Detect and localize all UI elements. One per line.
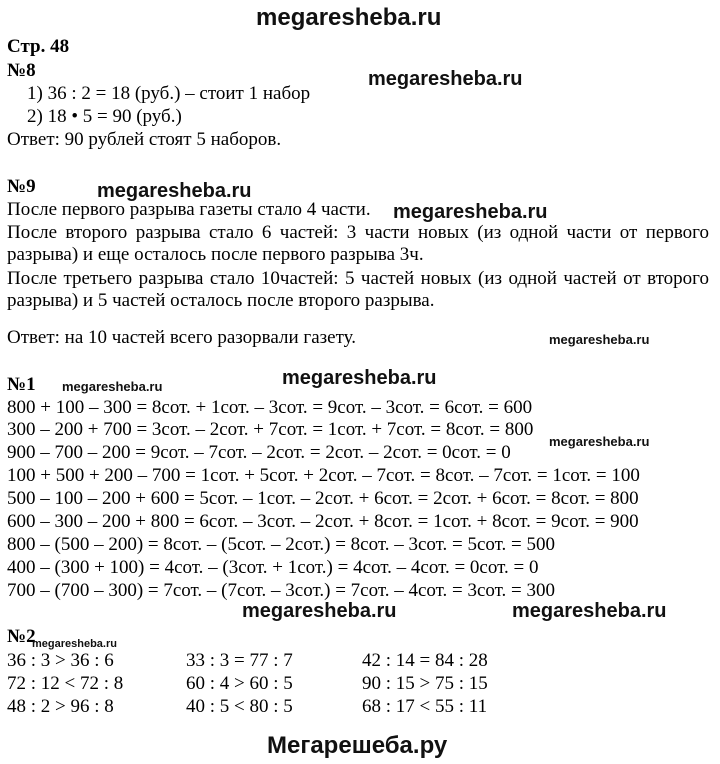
task9-paragraph-1: После первого разрыва газеты стало 4 части. — [7, 199, 371, 220]
watermark: megaresheba.ru — [512, 600, 667, 622]
page-number: Стр. 48 — [7, 36, 70, 57]
task2-col3-row2: 90 : 15 > 75 : 15 — [362, 673, 488, 694]
header-site-title: megaresheba.ru — [256, 4, 442, 31]
task2-col3-row1: 42 : 14 = 84 : 28 — [362, 650, 488, 671]
task2-col2-row2: 60 : 4 > 60 : 5 — [186, 673, 293, 694]
footer-site-title: Мегарешеба.ру — [267, 732, 448, 759]
task2-title: №2 — [7, 626, 36, 647]
task1-line-2: 300 – 200 + 700 = 3сот. – 2сот. + 7сот. = 1сот. + 7сот. = 8сот. = 800 — [7, 419, 534, 440]
watermark: megaresheba.ru — [393, 201, 548, 223]
task1-line-8: 400 – (300 + 100) = 4сот. – (3сот. + 1сот.) = 4сот. – 4сот. = 0сот. = 0 — [7, 557, 539, 578]
watermark: megaresheba.ru — [242, 600, 397, 622]
task9-answer: Ответ: на 10 частей всего разорвали газету. — [7, 327, 356, 348]
task2-col1-row2: 72 : 12 < 72 : 8 — [7, 673, 124, 694]
watermark: megaresheba.ru — [62, 379, 163, 394]
watermark: megaresheba.ru — [97, 180, 252, 202]
task1-line-3: 900 – 700 – 200 = 9сот. – 7сот. – 2сот. = 2сот. – 2сот. = 0сот. = 0 — [7, 442, 511, 463]
task8-answer: Ответ: 90 рублей стоят 5 наборов. — [7, 129, 282, 150]
task8-line-1: 1) 36 : 2 = 18 (руб.) – стоит 1 набор — [27, 83, 311, 104]
watermark: megaresheba.ru — [32, 638, 117, 650]
task1-title: №1 — [7, 374, 36, 395]
task8-title: №8 — [7, 60, 36, 81]
task1-line-5: 500 – 100 – 200 + 600 = 5сот. – 1сот. – 2сот. + 6сот. = 2сот. + 6сот. = 8сот. = 800 — [7, 488, 639, 509]
task9-paragraph-2: После второго разрыва стало 6 частей: 3 части новых (из одной части от первого разрыва) и еще осталось после первого разрыва 3ч. — [7, 222, 709, 265]
task2-col1-row1: 36 : 3 > 36 : 6 — [7, 650, 114, 671]
task8-line-2: 2) 18 • 5 = 90 (руб.) — [27, 106, 182, 127]
task9-paragraph-3: После третьего разрыва стало 10частей: 5 частей новых (из одной частей от второго разрыва) и 5 частей осталось после второго разрыва. — [7, 268, 709, 311]
task2-col3-row3: 68 : 17 < 55 : 11 — [362, 696, 488, 717]
watermark: megaresheba.ru — [549, 332, 650, 347]
task1-line-6: 600 – 300 – 200 + 800 = 6сот. – 3сот. – 2сот. + 8сот. = 1сот. + 8сот. = 9сот. = 900 — [7, 511, 639, 532]
task2-col2-row3: 40 : 5 < 80 : 5 — [186, 696, 293, 717]
task2-col1-row3: 48 : 2 > 96 : 8 — [7, 696, 114, 717]
watermark: megaresheba.ru — [282, 367, 437, 389]
watermark: megaresheba.ru — [368, 68, 523, 90]
task1-line-9: 700 – (700 – 300) = 7сот. – (7сот. – 3сот.) = 7сот. – 4сот. = 3сот. = 300 — [7, 580, 556, 601]
task1-line-7: 800 – (500 – 200) = 8сот. – (5сот. – 2сот.) = 8сот. – 3сот. = 5сот. = 500 — [7, 534, 556, 555]
task9-title: №9 — [7, 176, 36, 197]
task1-line-4: 100 + 500 + 200 – 700 = 1сот. + 5сот. + 2сот. – 7сот. = 8сот. – 7сот. = 1сот. = 100 — [7, 465, 640, 486]
task2-col2-row1: 33 : 3 = 77 : 7 — [186, 650, 293, 671]
task1-line-1: 800 + 100 – 300 = 8сот. + 1сот. – 3сот. = 9сот. – 3сот. = 6сот. = 600 — [7, 397, 533, 418]
watermark: megaresheba.ru — [549, 434, 650, 449]
